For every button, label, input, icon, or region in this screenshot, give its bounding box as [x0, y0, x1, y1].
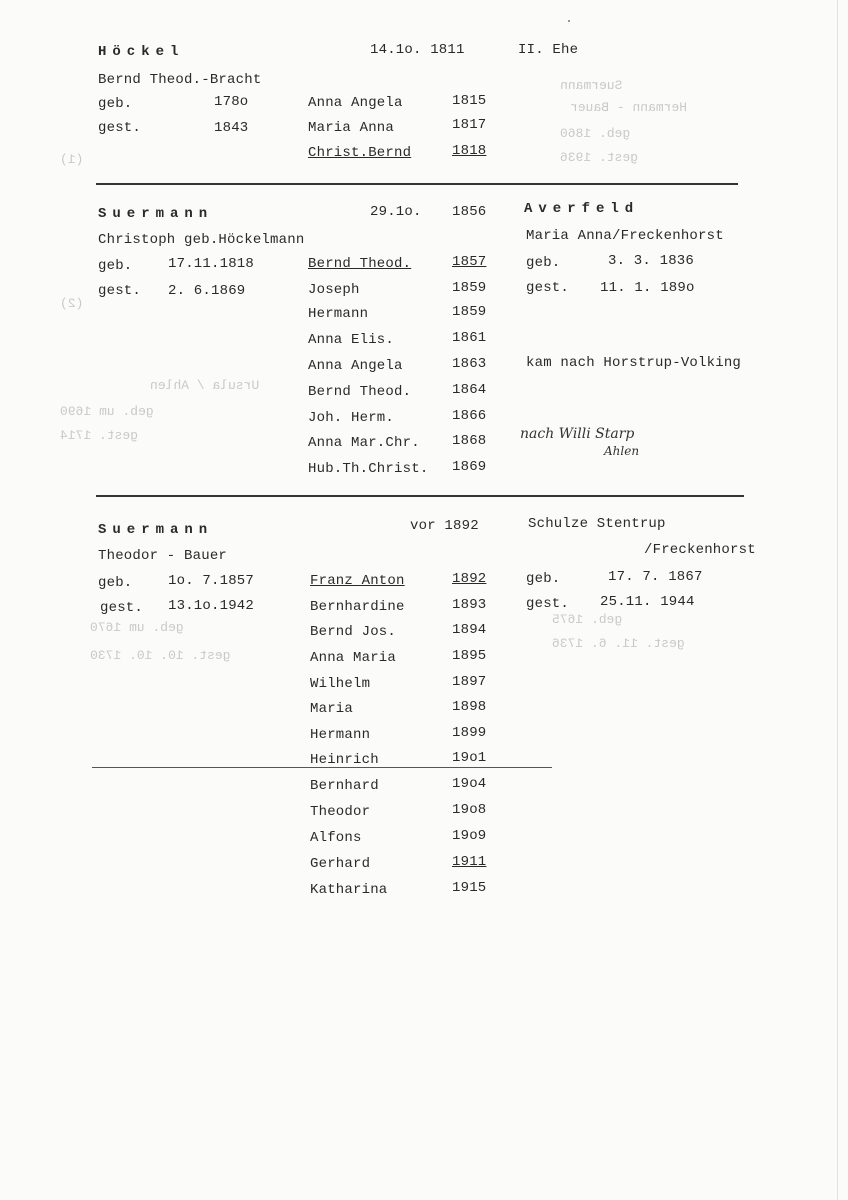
s3-geb-label: geb. [98, 575, 133, 591]
s2-child-name: Hub.Th.Christ. [308, 461, 429, 477]
s2-child-name: Anna Angela [308, 358, 403, 374]
s2-child-name: Bernd Theod. [308, 256, 412, 272]
s3-gest-label: gest. [100, 600, 144, 616]
s3-wife-gest-label: gest. [526, 596, 570, 612]
s3-child-year: 1893 [452, 597, 487, 613]
section-divider [96, 495, 744, 497]
bleed-through: gest. 1714 [60, 428, 139, 443]
s3-wife-born: 17. 7. 1867 [608, 569, 703, 585]
s2-wife-born: 3. 3. 1836 [608, 253, 695, 269]
s2-child-year: 1861 [452, 330, 487, 346]
s1-child-year: 1815 [452, 93, 487, 109]
bleed-through: geb. 1675 [552, 612, 623, 627]
s1-husband-name: Bernd Theod.-Bracht [98, 72, 262, 88]
s3-child-year: 19o9 [452, 828, 487, 844]
bleed-through: geb. 1860 [560, 126, 631, 141]
s2-child-name: Anna Elis. [308, 332, 395, 348]
s3-husband-born: 1o. 7.1857 [168, 573, 255, 589]
s2-child-year: 1869 [452, 459, 487, 475]
s2-wife-geb-label: geb. [526, 255, 561, 271]
s3-child-name: Heinrich [310, 752, 379, 768]
s2-child-year: 1859 [452, 304, 487, 320]
s3-child-year: 1915 [452, 880, 487, 896]
s3-surname: Suermann [98, 522, 214, 538]
s2-child-year: 1863 [452, 356, 487, 372]
s2-handwritten-place: Ahlen [604, 444, 640, 458]
s2-husband-died: 2. 6.1869 [168, 283, 246, 299]
s1-child-year: 1818 [452, 143, 487, 159]
s3-child-name: Wilhelm [310, 676, 371, 692]
s2-marriage-date: 29.1o. [370, 204, 422, 220]
s3-husband-died: 13.1o.1942 [168, 598, 255, 614]
s3-child-name: Gerhard [310, 856, 371, 872]
s3-child-name: Theodor [310, 804, 371, 820]
s3-husband-name: Theodor - Bauer [98, 548, 228, 564]
s1-husband-born: 178o [214, 94, 249, 110]
s3-child-name: Maria [310, 701, 354, 717]
s2-handwritten-note: nach Willi Starp [520, 426, 635, 442]
s2-child-year: 1868 [452, 433, 487, 449]
s2-child-year: 1859 [452, 280, 487, 296]
section-divider [96, 183, 738, 185]
s3-child-year: 1892 [452, 571, 487, 587]
bleed-through: (2) [60, 296, 84, 311]
s1-husband-died: 1843 [214, 120, 249, 136]
s2-husband-name: Christoph geb.Höckelmann [98, 232, 305, 248]
s3-wife-geb-label: geb. [526, 571, 561, 587]
s3-wife-died: 25.11. 1944 [600, 594, 695, 610]
bleed-through: Ursula / Ahlen [150, 378, 260, 393]
speck [568, 20, 570, 22]
s1-child-name: Christ.Bernd [308, 145, 412, 161]
s1-marriage-date: 14.1o. 1811 [370, 42, 465, 58]
section-divider-thin [92, 767, 552, 768]
s2-child-year: 1864 [452, 382, 487, 398]
s3-child-year: 19o4 [452, 776, 487, 792]
s3-child-name: Bernhard [310, 778, 379, 794]
s3-child-name: Alfons [310, 830, 362, 846]
bleed-through: gest. 10. 10. 1730 [90, 648, 231, 663]
s2-gest-label: gest. [98, 283, 142, 299]
s2-typed-note: kam nach Horstrup-Volking [526, 355, 742, 371]
s2-child-name: Hermann [308, 306, 369, 322]
s3-child-year: 1899 [452, 725, 487, 741]
s2-marriage-year: 1856 [452, 204, 487, 220]
s3-child-year: 19o1 [452, 750, 487, 766]
s2-child-name: Joh. Herm. [308, 410, 395, 426]
s3-child-name: Bernhardine [310, 599, 405, 615]
s3-child-year: 1895 [452, 648, 487, 664]
s2-wife-name: Maria Anna/Freckenhorst [526, 228, 724, 244]
s2-child-year: 1857 [452, 254, 487, 270]
bleed-through: Suermann [560, 78, 623, 93]
s2-child-year: 1866 [452, 408, 487, 424]
s2-child-name: Bernd Theod. [308, 384, 412, 400]
s3-child-year: 1911 [452, 854, 487, 870]
s3-child-year: 1894 [452, 622, 487, 638]
bleed-through: (1) [60, 152, 84, 167]
s2-child-name: Joseph [308, 282, 360, 298]
s3-child-name: Franz Anton [310, 573, 405, 589]
s2-wife-gest-label: gest. [526, 280, 570, 296]
s3-child-name: Anna Maria [310, 650, 397, 666]
s3-child-year: 19o8 [452, 802, 487, 818]
s1-marriage-note: II. Ehe [518, 42, 579, 58]
s1-child-name: Anna Angela [308, 95, 403, 111]
bleed-through: geb. um 1670 [90, 620, 184, 635]
s2-child-name: Anna Mar.Chr. [308, 435, 420, 451]
bleed-through: geb. um 1690 [60, 404, 154, 419]
s1-surname: Höckel [98, 44, 185, 60]
s3-wife-line: Schulze Stentrup [528, 516, 666, 532]
s2-husband-born: 17.11.1818 [168, 256, 255, 272]
s2-surname: Suermann [98, 206, 214, 222]
s1-geb-label: geb. [98, 96, 133, 112]
s3-child-name: Bernd Jos. [310, 624, 397, 640]
s3-child-name: Hermann [310, 727, 371, 743]
s2-geb-label: geb. [98, 258, 133, 274]
s2-wife-died: 11. 1. 189o [600, 280, 695, 296]
bleed-through: Hermann - Bauer [570, 100, 688, 115]
s1-child-year: 1817 [452, 117, 487, 133]
s3-marriage-date: vor 1892 [410, 518, 479, 534]
bleed-through: gest. 11. 6. 1736 [552, 636, 685, 651]
s3-child-year: 1897 [452, 674, 487, 690]
page-edge [837, 0, 838, 1200]
bleed-through: gest. 1936 [560, 150, 639, 165]
s2-wife-surname: Averfeld [524, 201, 640, 217]
s3-wife-place: /Freckenhorst [644, 542, 756, 558]
s1-child-name: Maria Anna [308, 120, 395, 136]
s3-child-name: Katharina [310, 882, 388, 898]
s3-child-year: 1898 [452, 699, 487, 715]
s1-gest-label: gest. [98, 120, 142, 136]
